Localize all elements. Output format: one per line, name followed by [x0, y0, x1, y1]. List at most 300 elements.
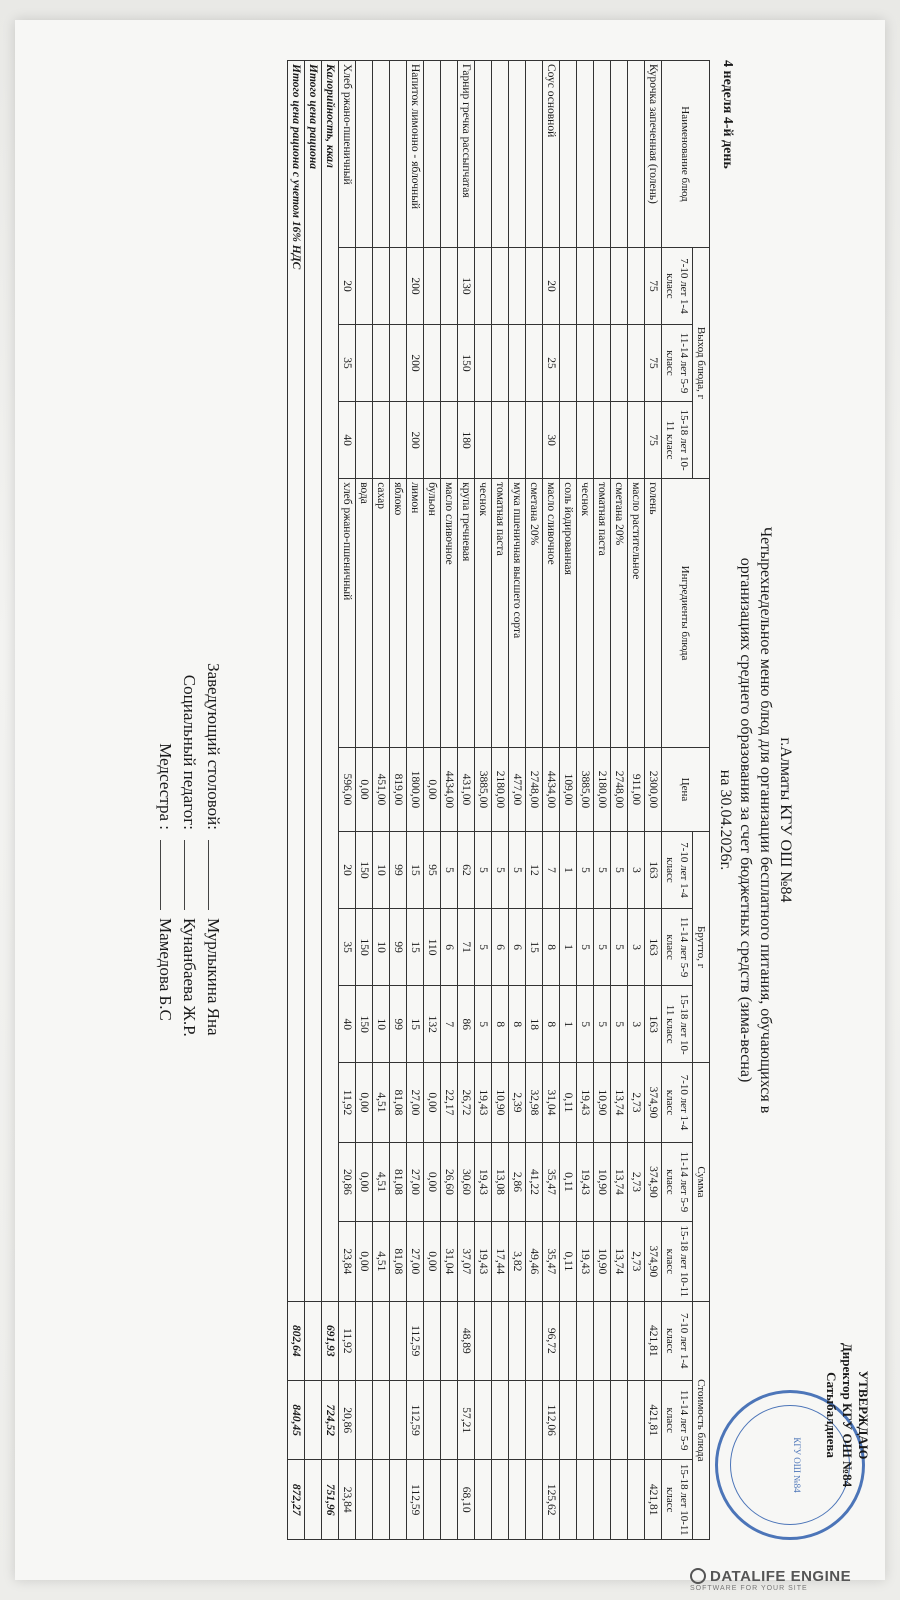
table-row — [594, 61, 611, 1540]
cost-cell — [475, 1460, 492, 1540]
output-cell — [577, 325, 594, 402]
cost-cell — [628, 1301, 645, 1380]
output-cell — [424, 325, 441, 402]
total-row — [288, 61, 305, 1540]
cost-cell: 23,84 — [339, 1460, 356, 1540]
sum-cell: 13,74 — [611, 1063, 628, 1142]
sum-cell: 37,07 — [458, 1222, 475, 1301]
brutto-cell: 163 — [645, 909, 662, 986]
output-cell — [475, 402, 492, 479]
ingredient-cell: масло сливочное — [441, 479, 458, 748]
dish-name-cell — [492, 61, 509, 248]
cost-cell: 421,81 — [645, 1301, 662, 1380]
output-cell — [526, 247, 543, 324]
output-cell: 75 — [645, 247, 662, 324]
brutto-cell: 8 — [509, 986, 526, 1063]
output-cell — [594, 402, 611, 479]
header-cost: Стоимость блюда — [693, 1301, 710, 1539]
cost-cell — [560, 1460, 577, 1540]
price-cell: 4434,00 — [543, 747, 560, 831]
sum-cell: 30,60 — [458, 1142, 475, 1221]
total-value-cell: 691,93 — [322, 1301, 339, 1380]
table-row — [458, 61, 475, 1540]
output-cell — [441, 402, 458, 479]
dish-name-cell — [594, 61, 611, 248]
brutto-cell: 5 — [441, 831, 458, 908]
price-cell: 0,00 — [424, 747, 441, 831]
brutto-cell: 10 — [373, 986, 390, 1063]
dish-name-cell — [526, 61, 543, 248]
cost-cell: 125,62 — [543, 1460, 560, 1540]
output-cell — [594, 247, 611, 324]
cost-cell — [594, 1460, 611, 1540]
approval-word: УТВЕРЖДАЮ — [856, 1370, 871, 1460]
cost-cell — [560, 1381, 577, 1460]
output-cell: 35 — [339, 325, 356, 402]
output-cell — [356, 402, 373, 479]
total-value-cell: 802,64 — [288, 1301, 305, 1380]
dish-name-cell — [356, 61, 373, 248]
sum-cell: 2,73 — [628, 1063, 645, 1142]
age-group-header: 7-10 лет 1-4 класс — [662, 1063, 693, 1142]
output-cell — [356, 247, 373, 324]
output-cell — [577, 402, 594, 479]
cost-cell — [424, 1301, 441, 1380]
output-cell: 200 — [407, 402, 424, 479]
brutto-cell: 8 — [492, 986, 509, 1063]
output-cell — [628, 247, 645, 324]
ingredient-cell: бульон — [424, 479, 441, 748]
brutto-cell: 132 — [424, 986, 441, 1063]
ingredient-cell: сахар — [373, 479, 390, 748]
sum-cell: 81,08 — [390, 1142, 407, 1221]
output-cell — [594, 325, 611, 402]
cost-cell — [577, 1301, 594, 1380]
ingredient-cell: голень — [645, 479, 662, 748]
sum-cell: 2,73 — [628, 1222, 645, 1301]
brutto-cell: 5 — [594, 909, 611, 986]
sum-cell: 27,00 — [407, 1142, 424, 1221]
price-cell: 451,00 — [373, 747, 390, 831]
dish-name-cell: Напиток лимонно - яблочный — [407, 61, 424, 248]
header-row-1 — [693, 61, 710, 1540]
watermark-main: DATALIFE ENGINE — [710, 1568, 852, 1585]
sum-cell: 49,46 — [526, 1222, 543, 1301]
output-cell — [492, 247, 509, 324]
cost-cell — [441, 1381, 458, 1460]
output-cell: 200 — [407, 325, 424, 402]
brutto-cell: 40 — [339, 986, 356, 1063]
week-label: 4 неделя 4-й день — [720, 60, 735, 169]
sum-cell: 10,90 — [594, 1142, 611, 1221]
table-row — [628, 61, 645, 1540]
brutto-cell: 5 — [475, 909, 492, 986]
sum-cell: 19,43 — [475, 1222, 492, 1301]
age-group-header: 15-18 лет 10-11 класс — [662, 402, 693, 479]
age-group-header: 7-10 лет 1-4 класс — [662, 1301, 693, 1380]
brutto-cell: 10 — [373, 909, 390, 986]
cost-cell — [509, 1460, 526, 1540]
dish-name-cell — [390, 61, 407, 248]
table-row — [645, 61, 662, 1540]
sum-cell: 374,90 — [645, 1142, 662, 1221]
sum-cell: 17,44 — [492, 1222, 509, 1301]
sum-cell: 13,74 — [611, 1142, 628, 1221]
sum-cell: 19,43 — [577, 1142, 594, 1221]
output-cell — [526, 402, 543, 479]
total-value-cell — [305, 1381, 322, 1460]
cost-cell — [611, 1460, 628, 1540]
site-watermark — [690, 1568, 851, 1592]
age-group-header: 11-14 лет 5-9 класс — [662, 909, 693, 986]
brutto-cell: 163 — [645, 986, 662, 1063]
cost-cell — [424, 1381, 441, 1460]
output-cell: 180 — [458, 402, 475, 479]
brutto-cell: 8 — [543, 909, 560, 986]
brutto-cell: 150 — [356, 986, 373, 1063]
sum-cell: 4,51 — [373, 1142, 390, 1221]
price-cell: 596,00 — [339, 747, 356, 831]
output-cell: 20 — [339, 247, 356, 324]
output-cell — [560, 325, 577, 402]
dish-name-cell — [509, 61, 526, 248]
heading-title: Четырехнедельное меню блюд для организации бесплатного питания, обучающихся в — [757, 526, 774, 1114]
table-row — [560, 61, 577, 1540]
brutto-cell: 86 — [458, 986, 475, 1063]
sum-cell: 0,00 — [356, 1222, 373, 1301]
cost-cell — [577, 1460, 594, 1540]
brutto-cell: 150 — [356, 909, 373, 986]
cost-cell: 421,81 — [645, 1460, 662, 1540]
total-value-cell: 751,96 — [322, 1460, 339, 1540]
signature-name: Кунанбаева Ж.Р. — [180, 918, 199, 1037]
sum-cell: 0,11 — [560, 1222, 577, 1301]
price-cell: 3885,00 — [577, 747, 594, 831]
brutto-cell: 5 — [475, 986, 492, 1063]
signature-role: Медсестра : — [156, 743, 175, 830]
approval-name: Сатыбалдиева — [824, 1372, 839, 1458]
cost-cell — [475, 1381, 492, 1460]
brutto-cell: 6 — [441, 909, 458, 986]
table-row — [441, 61, 458, 1540]
handwritten-signature — [160, 840, 177, 910]
sum-cell: 41,22 — [526, 1142, 543, 1221]
cost-cell: 48,89 — [458, 1301, 475, 1380]
header-sum: Сумма — [693, 1063, 710, 1301]
sum-cell: 13,08 — [492, 1142, 509, 1221]
sum-cell: 4,51 — [373, 1063, 390, 1142]
total-label-cell: Калорийность, ккал — [322, 61, 339, 1302]
brutto-cell: 99 — [390, 986, 407, 1063]
cost-cell — [611, 1301, 628, 1380]
brutto-cell: 15 — [526, 909, 543, 986]
table-row — [390, 61, 407, 1540]
cost-cell: 112,59 — [407, 1301, 424, 1380]
sum-cell: 2,73 — [628, 1142, 645, 1221]
sum-cell: 31,04 — [441, 1222, 458, 1301]
brutto-cell: 5 — [492, 831, 509, 908]
output-cell — [628, 325, 645, 402]
brutto-cell: 110 — [424, 909, 441, 986]
cost-cell — [441, 1301, 458, 1380]
price-cell: 477,00 — [509, 747, 526, 831]
sum-cell: 2,86 — [509, 1142, 526, 1221]
dish-name-cell: Гарнир гречка рассыпчатая — [458, 61, 475, 248]
output-cell: 150 — [458, 325, 475, 402]
output-cell — [611, 402, 628, 479]
total-row — [305, 61, 322, 1540]
ingredient-cell: крупа гречневая — [458, 479, 475, 748]
table-row — [577, 61, 594, 1540]
dish-name-cell: Соус основной — [543, 61, 560, 248]
brutto-cell: 62 — [458, 831, 475, 908]
sum-cell: 3,82 — [509, 1222, 526, 1301]
header-dish: Наименование блюд — [662, 61, 710, 248]
sum-cell: 0,00 — [356, 1063, 373, 1142]
output-cell — [424, 247, 441, 324]
brutto-cell: 7 — [441, 986, 458, 1063]
table-row — [543, 61, 560, 1540]
cost-cell — [492, 1301, 509, 1380]
sum-cell: 13,74 — [611, 1222, 628, 1301]
cost-cell: 68,10 — [458, 1460, 475, 1540]
brutto-cell: 5 — [611, 909, 628, 986]
output-cell — [356, 325, 373, 402]
cost-cell — [594, 1381, 611, 1460]
dish-name-cell — [611, 61, 628, 248]
output-cell — [509, 325, 526, 402]
cost-cell: 96,72 — [543, 1301, 560, 1380]
output-cell: 130 — [458, 247, 475, 324]
brutto-cell: 5 — [475, 831, 492, 908]
ingredient-cell: сметана 20% — [611, 479, 628, 748]
age-group-header: 7-10 лет 1-4 класс — [662, 831, 693, 908]
signature-role: Заведующий столовой: — [204, 663, 223, 830]
sum-cell: 27,00 — [407, 1063, 424, 1142]
menu-table-body — [288, 61, 662, 1540]
brutto-cell: 18 — [526, 986, 543, 1063]
brutto-cell: 5 — [577, 831, 594, 908]
output-cell — [577, 247, 594, 324]
table-row — [475, 61, 492, 1540]
sum-cell: 4,51 — [373, 1222, 390, 1301]
signature-row — [201, 580, 225, 1140]
brutto-cell: 3 — [628, 909, 645, 986]
sum-cell: 11,92 — [339, 1063, 356, 1142]
cost-cell — [492, 1381, 509, 1460]
cost-cell — [390, 1381, 407, 1460]
menu-document — [15, 20, 885, 1580]
sum-cell: 10,90 — [594, 1222, 611, 1301]
cost-cell — [577, 1381, 594, 1460]
table-row — [339, 61, 356, 1540]
age-group-header: 11-14 лет 5-9 класс — [662, 1142, 693, 1221]
brutto-cell: 5 — [611, 986, 628, 1063]
brutto-cell: 1 — [560, 986, 577, 1063]
ingredient-cell: яблоко — [390, 479, 407, 748]
age-group-header: 7-10 лет 1-4 класс — [662, 247, 693, 324]
brutto-cell: 5 — [611, 831, 628, 908]
brutto-cell: 5 — [509, 831, 526, 908]
output-cell: 40 — [339, 402, 356, 479]
sum-cell: 0,11 — [560, 1063, 577, 1142]
price-cell: 2748,00 — [526, 747, 543, 831]
brutto-cell: 6 — [509, 909, 526, 986]
ingredient-cell: чеснок — [577, 479, 594, 748]
price-cell: 819,00 — [390, 747, 407, 831]
cost-cell: 20,86 — [339, 1381, 356, 1460]
brutto-cell: 10 — [373, 831, 390, 908]
brutto-cell: 95 — [424, 831, 441, 908]
brutto-cell: 5 — [594, 986, 611, 1063]
dish-name-cell — [373, 61, 390, 248]
output-cell — [373, 402, 390, 479]
sum-cell: 374,90 — [645, 1222, 662, 1301]
age-group-header: 11-14 лет 5-9 класс — [662, 1381, 693, 1460]
ingredient-cell: масло растительное — [628, 479, 645, 748]
approval-block — [823, 1290, 871, 1540]
ingredient-cell: томатная паста — [594, 479, 611, 748]
total-value-cell — [305, 1460, 322, 1540]
dish-name-cell — [628, 61, 645, 248]
brutto-cell: 7 — [543, 831, 560, 908]
menu-table — [287, 60, 710, 1540]
dish-name-cell — [475, 61, 492, 248]
sum-cell: 19,43 — [475, 1063, 492, 1142]
output-cell — [390, 247, 407, 324]
ingredient-cell: лимон — [407, 479, 424, 748]
signature-name: Мурлыкина Яна — [204, 918, 223, 1036]
sum-cell: 0,00 — [424, 1222, 441, 1301]
brutto-cell: 5 — [577, 986, 594, 1063]
price-cell: 0,00 — [356, 747, 373, 831]
output-cell: 75 — [645, 325, 662, 402]
ingredient-cell: соль йодированная — [560, 479, 577, 748]
approval-position: Директор КГУ ОШ №84 — [840, 1342, 855, 1488]
output-cell — [373, 247, 390, 324]
cost-cell — [373, 1301, 390, 1380]
brutto-cell: 15 — [407, 909, 424, 986]
ingredient-cell: вода — [356, 479, 373, 748]
stamp-text: КГУ ОШ №84 — [792, 1437, 802, 1493]
brutto-cell: 71 — [458, 909, 475, 986]
output-cell — [560, 402, 577, 479]
sum-cell: 20,86 — [339, 1142, 356, 1221]
sum-cell: 19,43 — [577, 1222, 594, 1301]
output-cell: 25 — [543, 325, 560, 402]
handwritten-signature — [208, 840, 225, 910]
brutto-cell: 99 — [390, 909, 407, 986]
brutto-cell: 163 — [645, 831, 662, 908]
sum-cell: 19,43 — [577, 1063, 594, 1142]
signature-name: Мамедова Б.С — [156, 918, 175, 1021]
cost-cell — [373, 1460, 390, 1540]
brutto-cell: 5 — [594, 831, 611, 908]
cost-cell — [526, 1381, 543, 1460]
brutto-cell: 1 — [560, 909, 577, 986]
output-cell — [390, 325, 407, 402]
sum-cell: 27,00 — [407, 1222, 424, 1301]
cost-cell — [611, 1381, 628, 1460]
watermark-sub: SOFTWARE FOR YOUR SITE — [690, 1585, 808, 1592]
cost-cell: 421,81 — [645, 1381, 662, 1460]
price-cell: 2180,00 — [594, 747, 611, 831]
cost-cell — [628, 1381, 645, 1460]
price-cell: 4434,00 — [441, 747, 458, 831]
table-row — [526, 61, 543, 1540]
cost-cell: 112,59 — [407, 1460, 424, 1540]
heading-city: г.Алматы КГУ ОШ №84 — [777, 737, 794, 903]
sum-cell: 81,08 — [390, 1222, 407, 1301]
output-cell — [611, 247, 628, 324]
age-group-header: 11-14 лет 5-9 класс — [662, 325, 693, 402]
table-row — [611, 61, 628, 1540]
price-cell: 2180,00 — [492, 747, 509, 831]
sum-cell: 374,90 — [645, 1063, 662, 1142]
table-row — [509, 61, 526, 1540]
price-cell: 2748,00 — [611, 747, 628, 831]
total-value-cell: 872,27 — [288, 1460, 305, 1540]
output-cell — [611, 325, 628, 402]
table-row — [407, 61, 424, 1540]
ingredient-cell: хлеб ржано-пшеничный — [339, 479, 356, 748]
price-cell: 109,00 — [560, 747, 577, 831]
cost-cell — [475, 1301, 492, 1380]
cost-cell — [424, 1460, 441, 1540]
cost-cell — [390, 1301, 407, 1380]
output-cell — [492, 325, 509, 402]
brutto-cell: 99 — [390, 831, 407, 908]
output-cell — [509, 247, 526, 324]
brutto-cell: 3 — [628, 831, 645, 908]
sum-cell: 10,90 — [492, 1063, 509, 1142]
ingredient-cell: томатная паста — [492, 479, 509, 748]
cost-cell — [594, 1301, 611, 1380]
header-output: Выход блюда, г — [693, 247, 710, 478]
sum-cell: 0,11 — [560, 1142, 577, 1221]
output-cell — [424, 402, 441, 479]
brutto-cell: 35 — [339, 909, 356, 986]
output-cell — [475, 247, 492, 324]
total-value-cell: 840,45 — [288, 1381, 305, 1460]
brutto-cell: 20 — [339, 831, 356, 908]
signature-row — [177, 580, 201, 1140]
cost-cell — [356, 1381, 373, 1460]
output-cell — [560, 247, 577, 324]
dish-name-cell — [441, 61, 458, 248]
heading-subtitle: организациях среднего образования за счет бюджетных средств (зима-весна) — [737, 557, 754, 1083]
dish-name-cell — [424, 61, 441, 248]
brutto-cell: 6 — [492, 909, 509, 986]
heading-date: на 30.04.2026г. — [717, 769, 734, 871]
total-value-cell: 724,52 — [322, 1381, 339, 1460]
datalife-logo-icon — [690, 1568, 706, 1584]
sum-cell: 23,84 — [339, 1222, 356, 1301]
table-row — [356, 61, 373, 1540]
sum-cell: 19,43 — [475, 1142, 492, 1221]
price-cell: 431,00 — [458, 747, 475, 831]
ingredient-cell: чеснок — [475, 479, 492, 748]
brutto-cell: 8 — [543, 986, 560, 1063]
price-cell: 911,00 — [628, 747, 645, 831]
cost-cell: 112,59 — [407, 1381, 424, 1460]
signature-block — [153, 580, 225, 1140]
sum-cell: 35,47 — [543, 1222, 560, 1301]
header-price: Цена — [662, 747, 710, 831]
cost-cell — [373, 1381, 390, 1460]
brutto-cell: 1 — [560, 831, 577, 908]
cost-cell — [441, 1460, 458, 1540]
